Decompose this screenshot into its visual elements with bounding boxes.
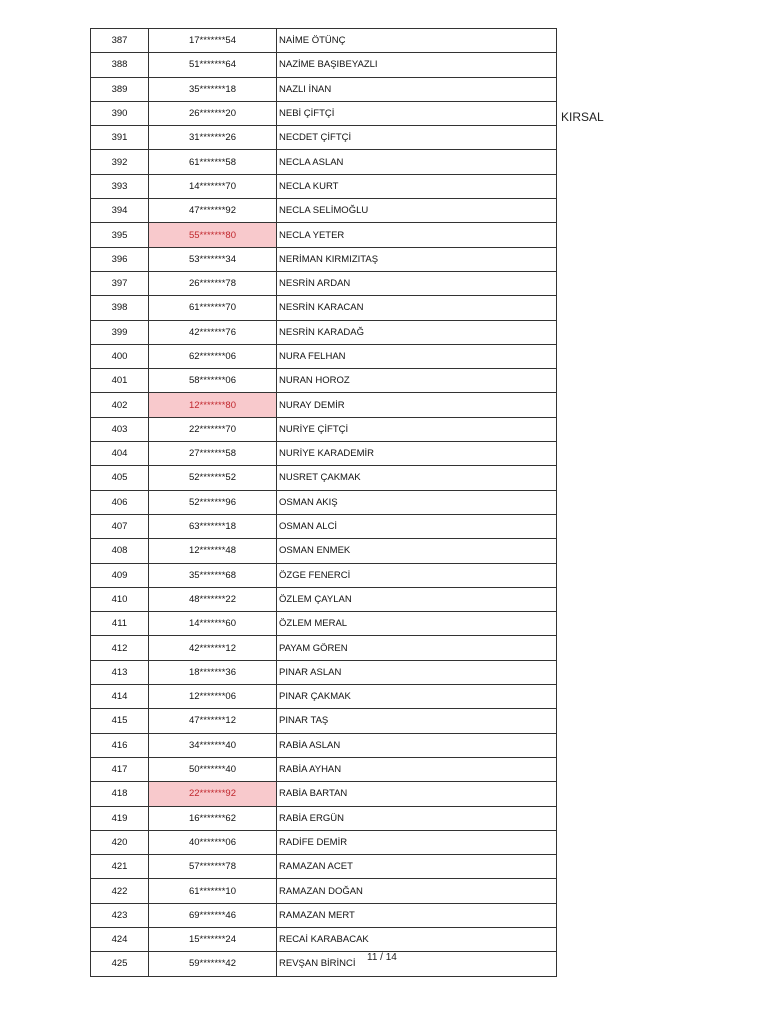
row-number-cell: 391: [91, 126, 149, 150]
masked-id-cell: 47*******92: [149, 199, 277, 223]
row-number-cell: 415: [91, 709, 149, 733]
table-row: [91, 29, 557, 53]
full-name-cell: RAMAZAN ACET: [277, 855, 557, 879]
full-name-cell: PINAR ASLAN: [277, 660, 557, 684]
row-number-cell: 412: [91, 636, 149, 660]
full-name-cell: RADİFE DEMİR: [277, 830, 557, 854]
row-number-cell: 407: [91, 514, 149, 538]
table-row: [91, 685, 557, 709]
full-name-cell: ÖZGE FENERCİ: [277, 563, 557, 587]
masked-id-cell: 18*******36: [149, 660, 277, 684]
full-name-cell: NESRİN KARACAN: [277, 296, 557, 320]
table-row: [91, 344, 557, 368]
row-number-cell: 425: [91, 952, 149, 976]
table-row: [91, 660, 557, 684]
full-name-cell: ÖZLEM ÇAYLAN: [277, 587, 557, 611]
full-name-cell: NURİYE ÇİFTÇİ: [277, 417, 557, 441]
row-number-cell: 394: [91, 199, 149, 223]
masked-id-cell: 50*******40: [149, 757, 277, 781]
masked-id-cell: 12*******06: [149, 685, 277, 709]
masked-id-cell: 52*******96: [149, 490, 277, 514]
row-number-cell: 405: [91, 466, 149, 490]
row-number-cell: 417: [91, 757, 149, 781]
full-name-cell: OSMAN ENMEK: [277, 539, 557, 563]
table-row: [91, 733, 557, 757]
full-name-cell: RABİA AYHAN: [277, 757, 557, 781]
masked-id-cell: 16*******62: [149, 806, 277, 830]
table-row: [91, 101, 557, 125]
table-row: [91, 174, 557, 198]
masked-id-cell: 17*******54: [149, 29, 277, 53]
table-row: [91, 247, 557, 271]
participant-table-body: [91, 29, 557, 977]
masked-id-cell: 51*******64: [149, 53, 277, 77]
row-number-cell: 399: [91, 320, 149, 344]
full-name-cell: PINAR TAŞ: [277, 709, 557, 733]
table-row: [91, 199, 557, 223]
full-name-cell: OSMAN ALCİ: [277, 514, 557, 538]
masked-id-cell: 53*******34: [149, 247, 277, 271]
row-number-cell: 400: [91, 344, 149, 368]
masked-id-cell: 12*******80: [149, 393, 277, 417]
table-row: [91, 806, 557, 830]
masked-id-cell: 62*******06: [149, 344, 277, 368]
table-row: [91, 539, 557, 563]
table-row: [91, 369, 557, 393]
table-row: [91, 296, 557, 320]
masked-id-cell: 61*******58: [149, 150, 277, 174]
full-name-cell: NURAY DEMİR: [277, 393, 557, 417]
masked-id-cell: 27*******58: [149, 442, 277, 466]
region-label: KIRSAL: [561, 110, 604, 124]
masked-id-cell: 12*******48: [149, 539, 277, 563]
row-number-cell: 390: [91, 101, 149, 125]
table-row: [91, 126, 557, 150]
page-number: 11 / 14: [367, 952, 397, 963]
row-number-cell: 422: [91, 879, 149, 903]
full-name-cell: RABİA ASLAN: [277, 733, 557, 757]
row-number-cell: 388: [91, 53, 149, 77]
row-number-cell: 408: [91, 539, 149, 563]
table-row: [91, 53, 557, 77]
row-number-cell: 421: [91, 855, 149, 879]
full-name-cell: RAMAZAN DOĞAN: [277, 879, 557, 903]
row-number-cell: 418: [91, 782, 149, 806]
masked-id-cell: 48*******22: [149, 587, 277, 611]
full-name-cell: NECLA SELİMOĞLU: [277, 199, 557, 223]
table-row: [91, 393, 557, 417]
table-row: [91, 77, 557, 101]
row-number-cell: 413: [91, 660, 149, 684]
row-number-cell: 395: [91, 223, 149, 247]
masked-id-cell: 34*******40: [149, 733, 277, 757]
row-number-cell: 392: [91, 150, 149, 174]
row-number-cell: 393: [91, 174, 149, 198]
full-name-cell: NESRİN KARADAĞ: [277, 320, 557, 344]
table-row: [91, 514, 557, 538]
masked-id-cell: 40*******06: [149, 830, 277, 854]
full-name-cell: NURAN HOROZ: [277, 369, 557, 393]
participant-table: [90, 28, 557, 977]
row-number-cell: 424: [91, 927, 149, 951]
full-name-cell: OSMAN AKIŞ: [277, 490, 557, 514]
masked-id-cell: 35*******68: [149, 563, 277, 587]
table-row: [91, 879, 557, 903]
full-name-cell: RABİA ERGÜN: [277, 806, 557, 830]
row-number-cell: 414: [91, 685, 149, 709]
table-row: [91, 587, 557, 611]
full-name-cell: NAZİME BAŞIBEYAZLI: [277, 53, 557, 77]
row-number-cell: 411: [91, 612, 149, 636]
row-number-cell: 423: [91, 903, 149, 927]
table-row: [91, 417, 557, 441]
table-row: [91, 612, 557, 636]
row-number-cell: 398: [91, 296, 149, 320]
full-name-cell: NECLA YETER: [277, 223, 557, 247]
row-number-cell: 402: [91, 393, 149, 417]
table-row: [91, 782, 557, 806]
row-number-cell: 416: [91, 733, 149, 757]
row-number-cell: 396: [91, 247, 149, 271]
masked-id-cell: 57*******78: [149, 855, 277, 879]
table-row: [91, 636, 557, 660]
row-number-cell: 406: [91, 490, 149, 514]
table-row: [91, 150, 557, 174]
masked-id-cell: 69*******46: [149, 903, 277, 927]
full-name-cell: NERİMAN KIRMIZITAŞ: [277, 247, 557, 271]
masked-id-cell: 14*******70: [149, 174, 277, 198]
row-number-cell: 389: [91, 77, 149, 101]
masked-id-cell: 47*******12: [149, 709, 277, 733]
full-name-cell: PINAR ÇAKMAK: [277, 685, 557, 709]
full-name-cell: NAİME ÖTÜNÇ: [277, 29, 557, 53]
full-name-cell: NECDET ÇİFTÇİ: [277, 126, 557, 150]
full-name-cell: RAMAZAN MERT: [277, 903, 557, 927]
table-row: [91, 903, 557, 927]
masked-id-cell: 63*******18: [149, 514, 277, 538]
table-row: [91, 490, 557, 514]
table-row: [91, 563, 557, 587]
table-row: [91, 223, 557, 247]
table-row: [91, 855, 557, 879]
row-number-cell: 410: [91, 587, 149, 611]
table-row: [91, 952, 557, 976]
table-row: [91, 271, 557, 295]
masked-id-cell: 22*******92: [149, 782, 277, 806]
full-name-cell: NURİYE KARADEMİR: [277, 442, 557, 466]
masked-id-cell: 26*******78: [149, 271, 277, 295]
masked-id-cell: 22*******70: [149, 417, 277, 441]
row-number-cell: 419: [91, 806, 149, 830]
masked-id-cell: 59*******42: [149, 952, 277, 976]
full-name-cell: PAYAM GÖREN: [277, 636, 557, 660]
table-row: [91, 830, 557, 854]
masked-id-cell: 58*******06: [149, 369, 277, 393]
table-row: [91, 466, 557, 490]
row-number-cell: 420: [91, 830, 149, 854]
full-name-cell: NURA FELHAN: [277, 344, 557, 368]
row-number-cell: 397: [91, 271, 149, 295]
full-name-cell: ÖZLEM MERAL: [277, 612, 557, 636]
masked-id-cell: 26*******20: [149, 101, 277, 125]
full-name-cell: REVŞAN BİRİNCİ: [277, 952, 557, 976]
table-row: [91, 757, 557, 781]
full-name-cell: NEBİ ÇİFTÇİ: [277, 101, 557, 125]
full-name-cell: NAZLI İNAN: [277, 77, 557, 101]
full-name-cell: NUSRET ÇAKMAK: [277, 466, 557, 490]
table-row: [91, 442, 557, 466]
full-name-cell: RABİA BARTAN: [277, 782, 557, 806]
row-number-cell: 403: [91, 417, 149, 441]
masked-id-cell: 52*******52: [149, 466, 277, 490]
full-name-cell: RECAİ KARABACAK: [277, 927, 557, 951]
table-row: [91, 709, 557, 733]
masked-id-cell: 31*******26: [149, 126, 277, 150]
masked-id-cell: 15*******24: [149, 927, 277, 951]
row-number-cell: 387: [91, 29, 149, 53]
masked-id-cell: 42*******12: [149, 636, 277, 660]
table-row: [91, 320, 557, 344]
masked-id-cell: 35*******18: [149, 77, 277, 101]
table-row: [91, 927, 557, 951]
masked-id-cell: 42*******76: [149, 320, 277, 344]
masked-id-cell: 14*******60: [149, 612, 277, 636]
row-number-cell: 401: [91, 369, 149, 393]
full-name-cell: NECLA ASLAN: [277, 150, 557, 174]
row-number-cell: 409: [91, 563, 149, 587]
masked-id-cell: 61*******10: [149, 879, 277, 903]
masked-id-cell: 55*******80: [149, 223, 277, 247]
masked-id-cell: 61*******70: [149, 296, 277, 320]
full-name-cell: NESRİN ARDAN: [277, 271, 557, 295]
row-number-cell: 404: [91, 442, 149, 466]
full-name-cell: NECLA KURT: [277, 174, 557, 198]
